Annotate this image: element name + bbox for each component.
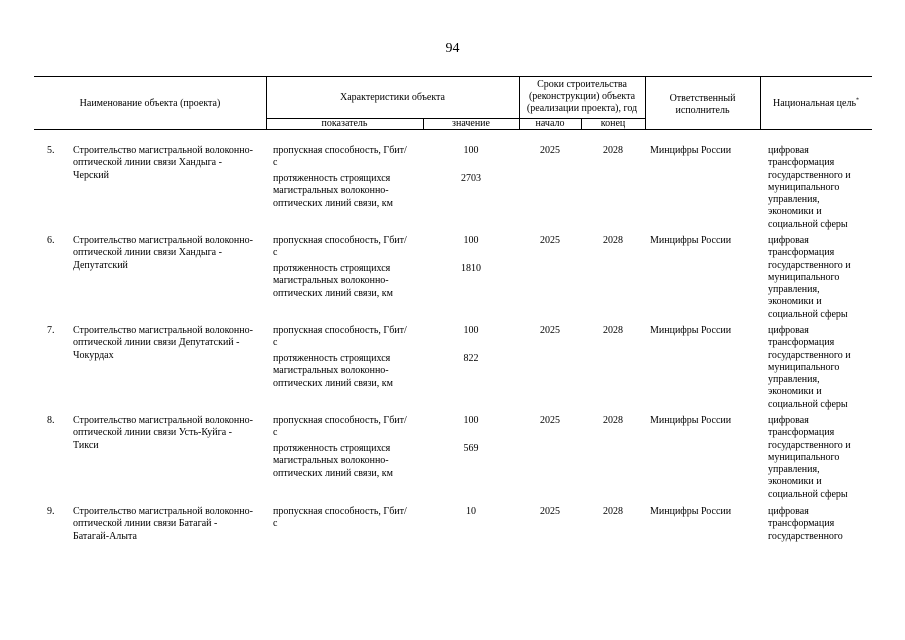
value-length: 2703 <box>461 173 481 184</box>
end-year: 2028 <box>603 145 623 156</box>
indicator-capacity: пропускная способность, Гбит/с <box>273 235 407 259</box>
national-goal: цифровая трансформация государственного и муниципального управления, экономики и социальной сферы <box>768 235 851 320</box>
start-year: 2025 <box>540 325 560 336</box>
national-goal: цифровая трансформация государственного и муниципального управления, экономики и социальной сферы <box>768 415 851 500</box>
responsible: Минцифры России <box>650 325 732 336</box>
object-name: Строительство магистральной волоконно-оптической линии связи Хандыга - Депутатский <box>73 235 253 271</box>
row-number: 9. <box>47 506 55 517</box>
header-indicator: показатель <box>321 118 368 129</box>
value-capacity: 100 <box>463 145 479 156</box>
responsible: Минцифры России <box>650 415 732 426</box>
indicator-capacity: пропускная способность, Гбит/с <box>273 145 407 169</box>
indicator-capacity: пропускная способность, Гбит/с <box>273 506 407 530</box>
row-number: 7. <box>47 325 55 336</box>
header-value: значение <box>452 118 490 129</box>
row-number: 5. <box>47 145 55 156</box>
responsible: Минцифры России <box>650 506 732 517</box>
start-year: 2025 <box>540 506 560 517</box>
header-start: начало <box>535 118 565 129</box>
responsible: Минцифры России <box>650 235 732 246</box>
value-capacity: 10 <box>466 506 476 517</box>
indicator-length: протяженность строящихся магистральных волоконно-оптических линий связи, км <box>273 173 393 209</box>
end-year: 2028 <box>603 235 623 246</box>
indicator-length: протяженность строящихся магистральных волоконно-оптических линий связи, км <box>273 353 393 389</box>
start-year: 2025 <box>540 145 560 156</box>
indicator-length: протяженность строящихся магистральных волоконно-оптических линий связи, км <box>273 443 393 479</box>
object-name: Строительство магистральной волоконно-оптической линии связи Хандыга - Черский <box>73 145 253 181</box>
page-number: 94 <box>445 41 460 56</box>
indicator-capacity: пропускная способность, Гбит/с <box>273 325 407 349</box>
end-year: 2028 <box>603 506 623 517</box>
row-number: 8. <box>47 415 55 426</box>
start-year: 2025 <box>540 415 560 426</box>
header-goal <box>760 98 872 110</box>
header-name: Наименование объекта (проекта) <box>79 98 221 109</box>
end-year: 2028 <box>603 325 623 336</box>
row-number: 6. <box>47 235 55 246</box>
indicator-capacity: пропускная способность, Гбит/с <box>273 415 407 439</box>
value-length: 569 <box>463 443 479 454</box>
indicator-length: протяженность строящихся магистральных волоконно-оптических линий связи, км <box>273 263 393 299</box>
header-goal-text: Национальная цель <box>772 98 857 109</box>
national-goal: цифровая трансформация государственного и муниципального управления, экономики и социальной сферы <box>768 145 851 230</box>
header-top-rule <box>34 76 872 77</box>
object-name: Строительство магистральной волоконно-оптической линии связи Депутатский - Чокурдах <box>73 325 253 361</box>
responsible: Минцифры России <box>650 145 732 156</box>
value-capacity: 100 <box>463 415 479 426</box>
value-length: 822 <box>463 353 479 364</box>
header-goal-mark: * <box>856 97 860 104</box>
value-capacity: 100 <box>463 235 479 246</box>
national-goal: цифровая трансформация государственного <box>768 506 843 542</box>
object-name: Строительство магистральной волоконно-оптической линии связи Батагай - Батагай-Алыта <box>73 506 253 542</box>
header-end: конец <box>600 118 626 129</box>
start-year: 2025 <box>540 235 560 246</box>
header-timing: Сроки строительства (реконструкции) объекта (реализации проекта), год <box>526 79 638 114</box>
header-characteristics: Характеристики объекта <box>340 92 445 103</box>
end-year: 2028 <box>603 415 623 426</box>
value-capacity: 100 <box>463 325 479 336</box>
national-goal: цифровая трансформация государственного и муниципального управления, экономики и социальной сферы <box>768 325 851 410</box>
value-length: 1810 <box>461 263 481 274</box>
header-responsible: Ответственный исполнитель <box>669 93 736 116</box>
object-name: Строительство магистральной волоконно-оптической линии связи Усть-Куйга - Тикси <box>73 415 253 451</box>
